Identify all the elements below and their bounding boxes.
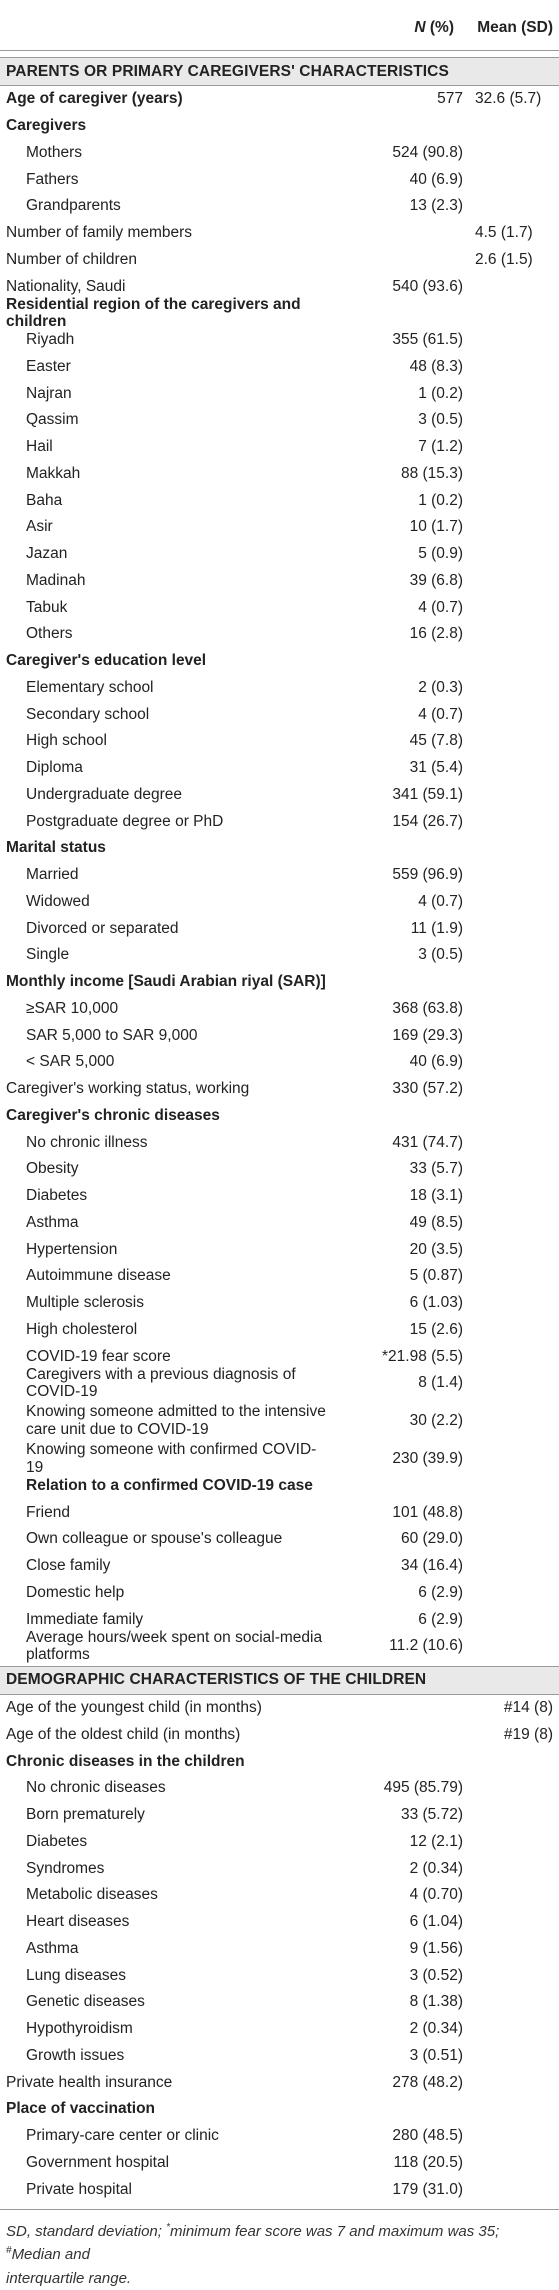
row-n-percent: 39 (6.8) bbox=[409, 571, 463, 589]
row-label: Caregiver's education level bbox=[6, 652, 207, 670]
table-row bbox=[0, 295, 559, 331]
table-row bbox=[0, 1748, 559, 1775]
table-row bbox=[0, 1775, 559, 1802]
table-row bbox=[0, 2043, 559, 2070]
row-label: Diabetes bbox=[26, 1187, 88, 1205]
row-n-percent: 40 (6.9) bbox=[409, 170, 463, 188]
table-row bbox=[0, 1049, 559, 1076]
table-row bbox=[0, 1499, 559, 1526]
table-row bbox=[0, 915, 559, 942]
footnote-hash-mark: # bbox=[6, 2245, 12, 2257]
row-n-percent: 179 (31.0) bbox=[392, 2180, 463, 2198]
row-label: Age of the youngest child (in months) bbox=[6, 1699, 262, 1717]
row-n-percent: 60 (29.0) bbox=[400, 1530, 463, 1548]
row-label: Syndromes bbox=[26, 1859, 105, 1877]
header-n-suffix: (%) bbox=[425, 19, 454, 36]
row-n-percent: 3 (0.52) bbox=[409, 1966, 463, 1984]
footnote-median: Median and bbox=[11, 2246, 90, 2264]
table-row bbox=[0, 2123, 559, 2150]
row-n-percent: 101 (48.8) bbox=[392, 1503, 463, 1521]
table-row bbox=[0, 568, 559, 595]
row-label: ≥SAR 10,000 bbox=[26, 999, 119, 1017]
table-row bbox=[0, 1183, 559, 1210]
row-label: Others bbox=[26, 625, 73, 643]
row-label: < SAR 5,000 bbox=[26, 1053, 115, 1071]
table-row bbox=[0, 621, 559, 648]
row-label: Metabolic diseases bbox=[26, 1886, 158, 1904]
table-row bbox=[0, 1909, 559, 1936]
table-row bbox=[0, 1365, 559, 1401]
row-label: Age of the oldest child (in months) bbox=[6, 1725, 241, 1743]
row-label: Tabuk bbox=[26, 598, 68, 616]
row-label: High cholesterol bbox=[26, 1320, 138, 1338]
row-label: Genetic diseases bbox=[26, 1993, 145, 2011]
table-row bbox=[0, 1317, 559, 1344]
table-row bbox=[0, 728, 559, 755]
row-label: Chronic diseases in the children bbox=[6, 1752, 245, 1770]
row-n-percent: 6 (2.9) bbox=[418, 1610, 463, 1628]
table-row bbox=[0, 2150, 559, 2177]
row-n-percent: 3 (0.51) bbox=[409, 2046, 463, 2064]
table-row bbox=[0, 327, 559, 354]
row-n-percent: 540 (93.6) bbox=[392, 277, 463, 295]
row-n-percent: 1 (0.2) bbox=[418, 384, 463, 402]
table-row bbox=[0, 1156, 559, 1183]
table-row bbox=[0, 1695, 559, 1722]
table-row bbox=[0, 1129, 559, 1156]
header-n-percent bbox=[340, 19, 460, 37]
row-label: Immediate family bbox=[26, 1610, 144, 1628]
table-row bbox=[0, 2096, 559, 2123]
section-title-caregivers: PARENTS OR PRIMARY CAREGIVERS' CHARACTERISTICS bbox=[0, 57, 559, 86]
table-row bbox=[0, 1473, 559, 1500]
table-row bbox=[0, 1628, 559, 1664]
table-row bbox=[0, 1580, 559, 1607]
table-row bbox=[0, 86, 559, 113]
row-n-percent: 355 (61.5) bbox=[392, 331, 463, 349]
row-n-percent: 8 (1.38) bbox=[409, 1993, 463, 2011]
row-label: No chronic diseases bbox=[26, 1779, 166, 1797]
row-n-percent: 9 (1.56) bbox=[409, 1939, 463, 1957]
row-n-percent: 48 (8.3) bbox=[409, 357, 463, 375]
table-row bbox=[0, 755, 559, 782]
row-n-percent: 577 bbox=[437, 90, 463, 108]
row-label: Undergraduate degree bbox=[26, 785, 182, 803]
row-n-percent: 15 (2.6) bbox=[409, 1320, 463, 1338]
section-caregivers-rows bbox=[0, 86, 559, 1664]
table-row bbox=[0, 1962, 559, 1989]
table-row bbox=[0, 461, 559, 488]
header-mean-sd: Mean (SD) bbox=[477, 19, 553, 36]
table-row bbox=[0, 1263, 559, 1290]
table-row bbox=[0, 380, 559, 407]
row-n-percent: 118 (20.5) bbox=[393, 2153, 463, 2171]
row-label: Diploma bbox=[26, 759, 83, 777]
table-row bbox=[0, 1989, 559, 2016]
table-row bbox=[0, 487, 559, 514]
row-label: Madinah bbox=[26, 571, 86, 589]
row-n-percent: 6 (1.03) bbox=[409, 1294, 463, 1312]
table-row bbox=[0, 942, 559, 969]
row-n-percent: 2 (0.34) bbox=[409, 2020, 463, 2038]
table-row bbox=[0, 1936, 559, 1963]
table-row bbox=[0, 835, 559, 862]
footnote-sd: SD, standard deviation; bbox=[6, 2223, 167, 2240]
table-row bbox=[0, 220, 559, 247]
row-label: Hypothyroidism bbox=[26, 2020, 133, 2038]
row-label: Postgraduate degree or PhD bbox=[26, 812, 224, 830]
row-n-percent: 4 (0.7) bbox=[418, 892, 463, 910]
row-label: Asir bbox=[26, 518, 53, 536]
table-row bbox=[0, 1829, 559, 1856]
row-label: Government hospital bbox=[26, 2153, 170, 2171]
table-row bbox=[0, 247, 559, 274]
row-n-percent: 341 (59.1) bbox=[392, 785, 463, 803]
row-mean-sd: #14 (8) bbox=[503, 1699, 553, 1717]
row-label: Residential region of the caregivers and children bbox=[6, 295, 301, 331]
row-n-percent: 1 (0.2) bbox=[418, 491, 463, 509]
row-n-percent: 330 (57.2) bbox=[392, 1080, 463, 1098]
row-n-percent: 31 (5.4) bbox=[409, 759, 463, 777]
row-label: COVID-19 fear score bbox=[26, 1347, 171, 1365]
row-n-percent: 88 (15.3) bbox=[400, 464, 463, 482]
row-label: Own colleague or spouse's colleague bbox=[26, 1530, 283, 1548]
table-row bbox=[0, 1290, 559, 1317]
row-label: Knowing someone with confirmed COVID-19 bbox=[26, 1441, 317, 1477]
table-row bbox=[0, 1236, 559, 1263]
row-label: Primary-care center or clinic bbox=[26, 2127, 219, 2145]
table-row bbox=[0, 594, 559, 621]
row-n-percent: 11 (1.9) bbox=[410, 919, 463, 937]
row-n-percent: 280 (48.5) bbox=[392, 2127, 463, 2145]
table-row bbox=[0, 514, 559, 541]
row-label: Qassim bbox=[26, 411, 79, 429]
row-label: Close family bbox=[26, 1557, 111, 1575]
row-n-percent: 5 (0.9) bbox=[418, 545, 463, 563]
table-row bbox=[0, 969, 559, 996]
row-label: Born prematurely bbox=[26, 1806, 145, 1824]
table-row bbox=[0, 862, 559, 889]
row-label: Heart diseases bbox=[26, 1913, 130, 1931]
row-n-percent: 3 (0.5) bbox=[418, 946, 463, 964]
row-mean-sd: 4.5 (1.7) bbox=[475, 224, 533, 242]
footnote-star-mark: * bbox=[166, 2222, 170, 2233]
row-label: Caregivers with a previous diagnosis of COVID-19 bbox=[26, 1365, 296, 1401]
row-n-percent: 4 (0.70) bbox=[409, 1886, 463, 1904]
row-label: Elementary school bbox=[26, 678, 154, 696]
row-n-percent: 7 (1.2) bbox=[418, 438, 463, 456]
section-children-rows bbox=[0, 1695, 559, 2203]
row-label: Age of caregiver (years) bbox=[6, 90, 183, 108]
row-label: Grandparents bbox=[26, 197, 121, 215]
table-row bbox=[0, 1441, 559, 1477]
row-label: No chronic illness bbox=[26, 1133, 148, 1151]
row-label: Fathers bbox=[26, 170, 79, 188]
row-n-percent: 524 (90.8) bbox=[392, 143, 463, 161]
row-label: Caregiver's working status, working bbox=[6, 1080, 250, 1098]
row-n-percent: 13 (2.3) bbox=[409, 197, 463, 215]
table-row bbox=[0, 1022, 559, 1049]
row-label: Friend bbox=[26, 1503, 70, 1521]
row-label: Widowed bbox=[26, 892, 90, 910]
row-label: Secondary school bbox=[26, 705, 150, 723]
row-label: Marital status bbox=[6, 839, 106, 857]
row-n-percent: 5 (0.87) bbox=[409, 1267, 463, 1285]
row-n-percent: 154 (26.7) bbox=[392, 812, 463, 830]
row-n-percent: 368 (63.8) bbox=[392, 999, 463, 1017]
table-row bbox=[0, 1882, 559, 1909]
row-label: Number of children bbox=[6, 250, 137, 268]
table-row bbox=[0, 541, 559, 568]
row-label: Diabetes bbox=[26, 1832, 88, 1850]
row-n-percent: 8 (1.4) bbox=[418, 1374, 463, 1392]
row-n-percent: 230 (39.9) bbox=[392, 1450, 463, 1468]
row-n-percent: *21.98 (5.5) bbox=[382, 1347, 463, 1365]
row-n-percent: 11.2 (10.6) bbox=[389, 1637, 463, 1655]
row-label: Asthma bbox=[26, 1939, 79, 1957]
row-label: Caregivers bbox=[6, 117, 87, 135]
row-label: Growth issues bbox=[26, 2046, 125, 2064]
table-row bbox=[0, 2176, 559, 2203]
row-n-percent: 6 (1.04) bbox=[409, 1913, 463, 1931]
row-label: Married bbox=[26, 866, 79, 884]
row-n-percent: 2 (0.3) bbox=[418, 678, 463, 696]
table-row bbox=[0, 407, 559, 434]
table-row bbox=[0, 996, 559, 1023]
row-n-percent: 20 (3.5) bbox=[409, 1240, 463, 1258]
row-label: Monthly income [Saudi Arabian riyal (SAR)] bbox=[6, 973, 326, 991]
row-n-percent: 495 (85.79) bbox=[383, 1779, 463, 1797]
header-n-italic: N bbox=[414, 19, 426, 36]
row-n-percent: 40 (6.9) bbox=[409, 1053, 463, 1071]
table-row bbox=[0, 166, 559, 193]
table-row bbox=[0, 648, 559, 675]
row-n-percent: 45 (7.8) bbox=[409, 732, 463, 750]
table-row bbox=[0, 808, 559, 835]
table-row bbox=[0, 701, 559, 728]
row-label: Multiple sclerosis bbox=[26, 1294, 145, 1312]
table-row bbox=[0, 1802, 559, 1829]
table-row bbox=[0, 193, 559, 220]
row-label: Knowing someone admitted to the intensive care unit due to COVID-19 bbox=[26, 1403, 326, 1439]
row-label: Lung diseases bbox=[26, 1966, 126, 1984]
row-label: Domestic help bbox=[26, 1583, 125, 1601]
row-n-percent: 49 (8.5) bbox=[409, 1213, 463, 1231]
row-n-percent: 30 (2.2) bbox=[409, 1412, 463, 1430]
row-label: Divorced or separated bbox=[26, 919, 179, 937]
table-row bbox=[0, 1553, 559, 1580]
row-label: High school bbox=[26, 732, 107, 750]
table-row bbox=[0, 782, 559, 809]
row-label: Riyadh bbox=[26, 331, 75, 349]
row-label: Average hours/week spent on social-media platforms bbox=[26, 1628, 323, 1664]
table-row bbox=[0, 1103, 559, 1130]
row-label: Baha bbox=[26, 491, 63, 509]
table-row bbox=[0, 113, 559, 140]
row-label: Hypertension bbox=[26, 1240, 118, 1258]
table-row bbox=[0, 1526, 559, 1553]
row-n-percent: 3 (0.5) bbox=[418, 411, 463, 429]
row-n-percent: 4 (0.7) bbox=[418, 705, 463, 723]
row-n-percent: 431 (74.7) bbox=[392, 1133, 463, 1151]
row-label: Nationality, Saudi bbox=[6, 277, 126, 295]
table-row bbox=[0, 434, 559, 461]
footnote-fear-range: minimum fear score was 7 and maximum was 35; bbox=[170, 2223, 500, 2240]
section-title-children: DEMOGRAPHIC CHARACTERISTICS OF THE CHILDREN bbox=[0, 1666, 559, 1695]
row-n-percent: 169 (29.3) bbox=[392, 1026, 463, 1044]
row-n-percent: 12 (2.1) bbox=[409, 1832, 463, 1850]
row-label: Single bbox=[26, 946, 70, 964]
row-mean-sd: 32.6 (5.7) bbox=[475, 90, 542, 108]
row-n-percent: 33 (5.7) bbox=[409, 1160, 463, 1178]
row-label: Asthma bbox=[26, 1213, 79, 1231]
table-row bbox=[0, 1076, 559, 1103]
table-row bbox=[0, 675, 559, 702]
row-n-percent: 18 (3.1) bbox=[409, 1187, 463, 1205]
row-label: Obesity bbox=[26, 1160, 79, 1178]
row-label: Private hospital bbox=[26, 2180, 132, 2198]
table-row bbox=[0, 889, 559, 916]
row-label: Easter bbox=[26, 357, 71, 375]
row-label: Makkah bbox=[26, 464, 81, 482]
table-row bbox=[0, 2069, 559, 2096]
row-n-percent: 559 (96.9) bbox=[392, 866, 463, 884]
row-label: Mothers bbox=[26, 143, 82, 161]
row-n-percent: 33 (5.72) bbox=[400, 1806, 463, 1824]
row-label: SAR 5,000 to SAR 9,000 bbox=[26, 1026, 198, 1044]
row-label: Number of family members bbox=[6, 224, 193, 242]
row-mean-sd: 2.6 (1.5) bbox=[475, 250, 533, 268]
footnote-iqr: interquartile range. bbox=[6, 2269, 132, 2287]
table-row bbox=[0, 140, 559, 167]
table-row bbox=[0, 1855, 559, 1882]
table-row bbox=[0, 2016, 559, 2043]
row-n-percent: 6 (2.9) bbox=[418, 1583, 463, 1601]
table-row bbox=[0, 1722, 559, 1749]
row-n-percent: 4 (0.7) bbox=[418, 598, 463, 616]
row-n-percent: 278 (48.2) bbox=[392, 2073, 463, 2091]
row-n-percent: 10 (1.7) bbox=[409, 518, 463, 536]
row-mean-sd: #19 (8) bbox=[503, 1725, 553, 1743]
table-row bbox=[0, 354, 559, 381]
table-row bbox=[0, 1397, 559, 1446]
row-n-percent: 16 (2.8) bbox=[409, 625, 463, 643]
row-label: Private health insurance bbox=[6, 2073, 173, 2091]
row-label: Relation to a confirmed COVID-19 case bbox=[26, 1476, 313, 1494]
row-label: Hail bbox=[26, 438, 53, 456]
table-header bbox=[0, 6, 559, 51]
row-n-percent: 34 (16.4) bbox=[400, 1557, 463, 1575]
row-label: Place of vaccination bbox=[6, 2100, 156, 2118]
row-label: Jazan bbox=[26, 545, 68, 563]
table-row bbox=[0, 1210, 559, 1237]
row-label: Autoimmune disease bbox=[26, 1267, 171, 1285]
row-label: Najran bbox=[26, 384, 72, 402]
row-n-percent: 2 (0.34) bbox=[409, 1859, 463, 1877]
row-label: Caregiver's chronic diseases bbox=[6, 1106, 220, 1124]
